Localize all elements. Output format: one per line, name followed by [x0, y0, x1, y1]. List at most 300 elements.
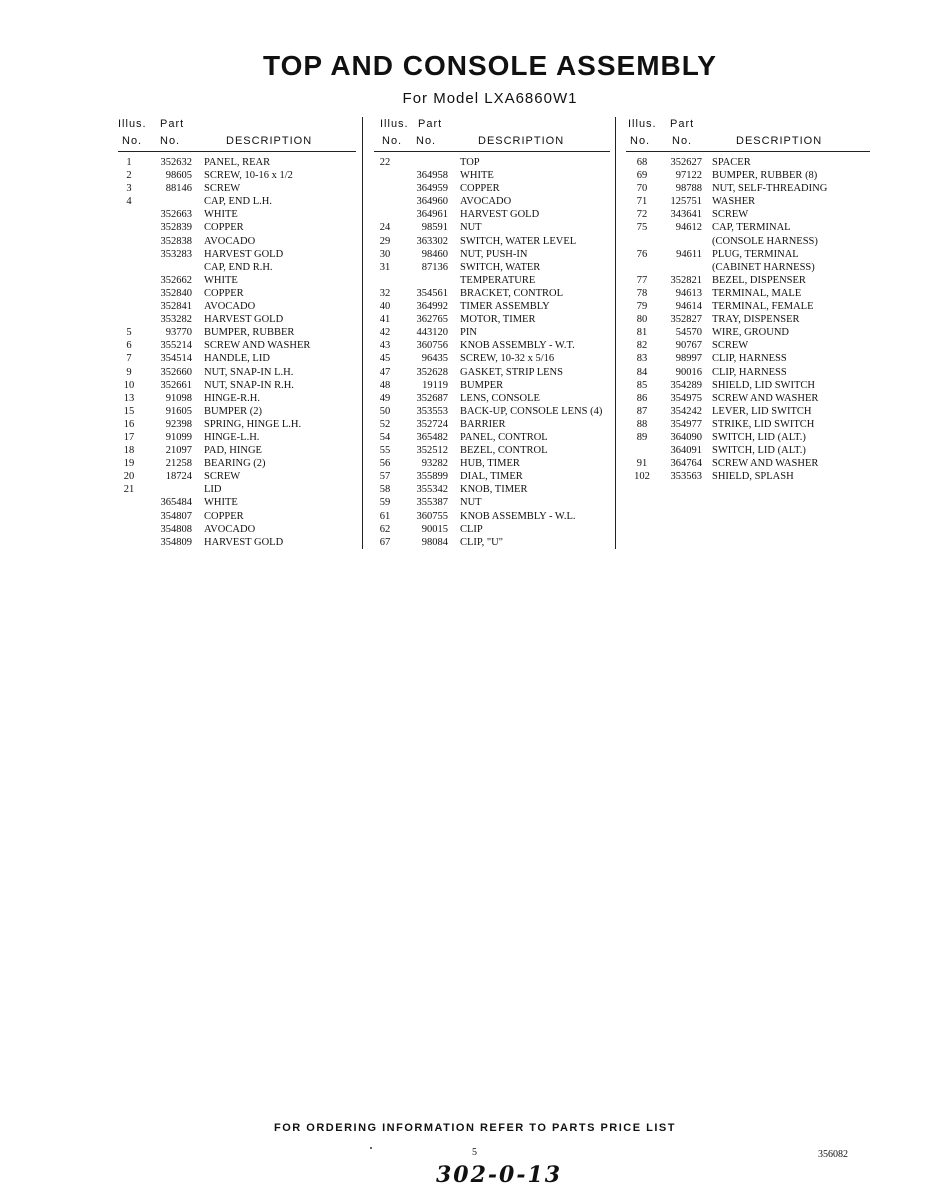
- parts-row: [374, 418, 610, 431]
- part-number: 94612: [675, 222, 702, 234]
- part-description: KNOB ASSEMBLY - W.T.: [460, 340, 575, 352]
- illus-number: 41: [379, 314, 391, 326]
- part-number: 96435: [421, 353, 448, 365]
- part-description: SPRING, HINGE L.H.: [204, 418, 302, 430]
- part-number: 352512: [416, 445, 448, 457]
- illus-number: 49: [379, 392, 391, 404]
- part-no-header: No.: [160, 135, 181, 147]
- part-description: BUMPER, RUBBER: [204, 327, 295, 339]
- part-number: 354807: [160, 510, 192, 522]
- part-description: SCREW AND WASHER: [712, 458, 819, 470]
- parts-row: [626, 418, 870, 431]
- parts-row: [374, 496, 610, 509]
- part-header: Part: [160, 118, 185, 130]
- part-number: 98605: [165, 170, 192, 182]
- part-number: 352724: [416, 418, 448, 430]
- parts-row: [626, 313, 870, 326]
- part-description: KNOB, TIMER: [460, 484, 528, 496]
- part-description: GASKET, STRIP LENS: [460, 366, 563, 378]
- illus-number: 77: [636, 274, 648, 286]
- part-number: 354809: [160, 536, 192, 548]
- parts-row: [626, 379, 870, 392]
- parts-row: [118, 496, 356, 509]
- parts-row: [118, 418, 356, 431]
- parts-row: [626, 235, 870, 248]
- part-number: 98997: [675, 353, 702, 365]
- part-number: 125751: [670, 196, 702, 208]
- illus-number: 17: [123, 431, 135, 443]
- part-description: (CABINET HARNESS): [712, 261, 815, 273]
- parts-row: [626, 444, 870, 457]
- illus-number: 71: [636, 196, 648, 208]
- part-number: 90767: [675, 340, 702, 352]
- part-number: 91098: [165, 392, 192, 404]
- parts-row: [118, 339, 356, 352]
- part-number: 364992: [416, 301, 448, 313]
- illus-number: 67: [379, 536, 391, 548]
- part-number: 94613: [675, 287, 702, 299]
- parts-row: [374, 313, 610, 326]
- part-number: 21097: [165, 445, 192, 457]
- illus-number: 54: [379, 431, 391, 443]
- part-number: 21258: [165, 458, 192, 470]
- parts-row: [118, 221, 356, 234]
- part-number: 352663: [160, 209, 192, 221]
- column-header: [374, 117, 610, 152]
- part-description: SWITCH, WATER LEVEL: [460, 235, 577, 247]
- part-number: 352662: [160, 274, 192, 286]
- part-number: 365482: [416, 431, 448, 443]
- illus-number: 69: [636, 170, 648, 182]
- parts-row: [118, 261, 356, 274]
- document-number: 356082: [818, 1149, 848, 1160]
- part-description: SCREW: [712, 340, 749, 352]
- illus-number: 61: [379, 510, 391, 522]
- part-number: 54570: [675, 327, 702, 339]
- illus-number: 52: [379, 418, 391, 430]
- column-header: [626, 117, 870, 152]
- scan-speck: [370, 1147, 372, 1149]
- part-description: WASHER: [712, 196, 756, 208]
- parts-row: [626, 392, 870, 405]
- parts-row: [374, 483, 610, 496]
- parts-row: [626, 366, 870, 379]
- part-description: BUMPER (2): [204, 405, 263, 417]
- illus-number: 79: [636, 301, 648, 313]
- parts-row: [626, 352, 870, 365]
- part-number: 352841: [160, 301, 192, 313]
- illus-no-header: No.: [382, 135, 403, 147]
- illus-number: 82: [636, 340, 648, 352]
- part-description: KNOB ASSEMBLY - W.L.: [460, 510, 576, 522]
- parts-rows: [374, 156, 610, 549]
- part-number: 352632: [160, 157, 192, 168]
- parts-row: [118, 523, 356, 536]
- parts-row: [118, 536, 356, 549]
- part-description: WIRE, GROUND: [712, 327, 789, 339]
- parts-row: [118, 300, 356, 313]
- part-description: NUT, SELF-THREADING: [712, 183, 828, 195]
- parts-row: [374, 182, 610, 195]
- illus-number: 18: [123, 445, 135, 457]
- illus-number: 70: [636, 183, 648, 195]
- part-number: 354808: [160, 523, 192, 535]
- part-description: CLIP, HARNESS: [712, 353, 787, 365]
- part-description: (CONSOLE HARNESS): [712, 235, 818, 247]
- parts-row: [374, 248, 610, 261]
- parts-row: [626, 221, 870, 234]
- part-number: 354561: [416, 287, 448, 299]
- part-description: HANDLE, LID: [204, 353, 270, 365]
- parts-row: [626, 405, 870, 418]
- part-description: SCREW: [204, 183, 241, 195]
- part-no-header: No.: [672, 135, 693, 147]
- illus-number: 85: [636, 379, 648, 391]
- parts-row: [374, 326, 610, 339]
- illus-number: 42: [379, 327, 391, 339]
- part-description: SCREW: [204, 471, 241, 483]
- parts-row: [374, 208, 610, 221]
- parts-row: [626, 431, 870, 444]
- part-description: TRAY, DISPENSER: [712, 314, 800, 326]
- illus-number: 3: [126, 183, 132, 195]
- parts-row: [374, 274, 610, 287]
- part-description: HARVEST GOLD: [204, 248, 284, 260]
- part-description: HARVEST GOLD: [204, 536, 284, 548]
- illus-no-header: No.: [630, 135, 651, 147]
- part-number: 353283: [160, 248, 192, 260]
- parts-row: [626, 195, 870, 208]
- part-description: SWITCH, LID (ALT.): [712, 445, 806, 457]
- parts-row: [118, 470, 356, 483]
- part-description: AVOCADO: [204, 301, 256, 313]
- part-description: TOP: [460, 157, 480, 168]
- part-number: 355342: [416, 484, 448, 496]
- part-number: 87136: [421, 261, 448, 273]
- part-number: 364764: [670, 458, 702, 470]
- illus-number: 89: [636, 431, 648, 443]
- illus-number: 45: [379, 353, 391, 365]
- part-description: DIAL, TIMER: [460, 471, 523, 483]
- parts-row: [118, 287, 356, 300]
- parts-row: [374, 300, 610, 313]
- part-number: 343641: [670, 209, 702, 221]
- illus-number: 81: [636, 327, 648, 339]
- parts-rows: [626, 156, 870, 483]
- illus-number: 83: [636, 353, 648, 365]
- illus-number: 68: [636, 157, 648, 168]
- parts-row: [626, 470, 870, 483]
- illus-number: 55: [379, 445, 391, 457]
- parts-row: [374, 261, 610, 274]
- part-number: 19119: [422, 379, 448, 391]
- part-number: 18724: [165, 471, 192, 483]
- illus-header: Illus.: [118, 118, 147, 130]
- part-description: CAP, TERMINAL: [712, 222, 791, 234]
- part-description: PAD, HINGE: [204, 445, 262, 457]
- parts-row: [118, 274, 356, 287]
- part-description: TIMER ASSEMBLY: [460, 301, 550, 313]
- illus-number: 91: [636, 458, 648, 470]
- part-number: 360756: [416, 340, 448, 352]
- part-number: 98084: [421, 536, 448, 548]
- part-description: AVOCADO: [204, 235, 256, 247]
- illus-number: 58: [379, 484, 391, 496]
- handwritten-note: 302-0-13: [436, 1162, 563, 1188]
- part-number: 353553: [416, 405, 448, 417]
- part-description: COPPER: [204, 510, 244, 522]
- illus-number: 1: [126, 157, 132, 168]
- illus-number: 5: [126, 327, 132, 339]
- part-number: 364960: [416, 196, 448, 208]
- column-header: [118, 117, 356, 152]
- part-description: PANEL, CONTROL: [460, 431, 548, 443]
- part-description: AVOCADO: [460, 196, 512, 208]
- part-number: 352821: [670, 274, 702, 286]
- part-number: 353282: [160, 314, 192, 326]
- parts-row: [626, 326, 870, 339]
- illus-number: 32: [379, 287, 391, 299]
- illus-number: 59: [379, 497, 391, 509]
- parts-row: [374, 169, 610, 182]
- illus-number: 31: [379, 261, 391, 273]
- part-description: CLIP, HARNESS: [712, 366, 787, 378]
- part-number: 97122: [675, 170, 702, 182]
- part-description: COPPER: [460, 183, 500, 195]
- part-number: 352627: [670, 157, 702, 168]
- parts-row: [626, 287, 870, 300]
- illus-number: 4: [126, 196, 132, 208]
- illus-number: 48: [379, 379, 391, 391]
- illus-number: 72: [636, 209, 648, 221]
- part-number: 352660: [160, 366, 192, 378]
- part-description: SCREW AND WASHER: [204, 340, 311, 352]
- part-number: 352838: [160, 235, 192, 247]
- part-number: 364090: [670, 431, 702, 443]
- part-description: PANEL, REAR: [204, 157, 271, 168]
- illus-header: Illus.: [628, 118, 657, 130]
- part-description: HINGE-L.H.: [204, 431, 260, 443]
- parts-row: [374, 510, 610, 523]
- illus-number: 57: [379, 471, 391, 483]
- parts-row: [626, 208, 870, 221]
- part-description: SWITCH, LID (ALT.): [712, 431, 806, 443]
- illus-number: 87: [636, 405, 648, 417]
- part-number: 352687: [416, 392, 448, 404]
- parts-row: [118, 235, 356, 248]
- illus-number: 20: [123, 471, 135, 483]
- illus-number: 86: [636, 392, 648, 404]
- part-number: 365484: [160, 497, 192, 509]
- part-description: WHITE: [204, 274, 238, 286]
- part-number: 364958: [416, 170, 448, 182]
- part-description: BUMPER: [460, 379, 504, 391]
- illus-number: 24: [379, 222, 391, 234]
- parts-row: [626, 339, 870, 352]
- parts-row: [118, 483, 356, 496]
- part-description: CLIP, "U": [460, 536, 503, 548]
- parts-row: [374, 339, 610, 352]
- part-number: 354242: [670, 405, 702, 417]
- parts-row: [374, 287, 610, 300]
- part-description: CAP, END L.H.: [204, 196, 272, 208]
- part-description: BARRIER: [460, 418, 506, 430]
- part-number: 354514: [160, 353, 192, 365]
- parts-column-1: [118, 117, 356, 549]
- part-number: 354977: [670, 418, 702, 430]
- part-number: 90016: [675, 366, 702, 378]
- part-description: LENS, CONSOLE: [460, 392, 540, 404]
- illus-number: 30: [379, 248, 391, 260]
- illus-number: 9: [126, 366, 132, 378]
- part-number: 352827: [670, 314, 702, 326]
- part-description: SCREW AND WASHER: [712, 392, 819, 404]
- parts-row: [118, 352, 356, 365]
- parts-row: [626, 169, 870, 182]
- part-description: NUT: [460, 222, 482, 234]
- part-description: BRACKET, CONTROL: [460, 287, 564, 299]
- parts-row: [118, 431, 356, 444]
- page-number: 5: [472, 1147, 477, 1158]
- illus-number: 88: [636, 418, 648, 430]
- part-description: BEZEL, CONTROL: [460, 445, 548, 457]
- part-description: HARVEST GOLD: [204, 314, 284, 326]
- description-header: DESCRIPTION: [736, 135, 823, 147]
- illus-number: 15: [123, 405, 135, 417]
- illus-number: 22: [379, 157, 391, 168]
- page-title: TOP AND CONSOLE ASSEMBLY: [263, 50, 717, 81]
- parts-row: [118, 379, 356, 392]
- part-description: HARVEST GOLD: [460, 209, 540, 221]
- parts-row: [374, 405, 610, 418]
- part-number: 98591: [421, 222, 448, 234]
- part-number: 352628: [416, 366, 448, 378]
- part-description: BACK-UP, CONSOLE LENS (4): [460, 405, 603, 417]
- parts-row: [118, 444, 356, 457]
- part-number: 364959: [416, 183, 448, 195]
- part-description: HUB, TIMER: [460, 458, 520, 470]
- part-number: 98460: [421, 248, 448, 260]
- illus-number: 6: [126, 340, 132, 352]
- parts-row: [374, 470, 610, 483]
- part-description: BEARING (2): [204, 458, 266, 470]
- illus-number: 40: [379, 301, 391, 313]
- part-number: 354289: [670, 379, 702, 391]
- part-description: BUMPER, RUBBER (8): [712, 170, 818, 182]
- part-number: 364961: [416, 209, 448, 221]
- part-description: WHITE: [460, 170, 494, 182]
- parts-row: [374, 221, 610, 234]
- parts-row: [374, 366, 610, 379]
- part-description: NUT, PUSH-IN: [460, 248, 528, 260]
- part-number: 94611: [676, 248, 702, 260]
- illus-number: 29: [379, 235, 391, 247]
- part-description: CAP, END R.H.: [204, 261, 273, 273]
- part-description: COPPER: [204, 287, 244, 299]
- illus-number: 2: [126, 170, 132, 182]
- part-description: SPACER: [712, 157, 751, 168]
- part-description: TERMINAL, MALE: [712, 287, 802, 299]
- part-description: PIN: [460, 327, 477, 339]
- parts-row: [374, 352, 610, 365]
- part-number: 91605: [165, 405, 192, 417]
- description-header: DESCRIPTION: [478, 135, 565, 147]
- part-number: 364091: [670, 445, 702, 457]
- parts-row: [374, 536, 610, 549]
- part-description: TERMINAL, FEMALE: [712, 301, 814, 313]
- parts-row: [118, 248, 356, 261]
- illus-number: 80: [636, 314, 648, 326]
- part-number: 93282: [421, 458, 448, 470]
- part-description: NUT, SNAP-IN R.H.: [204, 379, 294, 391]
- parts-row: [374, 444, 610, 457]
- illus-number: 84: [636, 366, 648, 378]
- part-description: HINGE-R.H.: [204, 392, 260, 404]
- parts-row: [118, 313, 356, 326]
- illus-number: 50: [379, 405, 391, 417]
- part-description: STRIKE, LID SWITCH: [712, 418, 815, 430]
- illus-number: 56: [379, 458, 391, 470]
- part-number: 360755: [416, 510, 448, 522]
- part-description: SCREW: [712, 209, 749, 221]
- illus-number: 19: [123, 458, 135, 470]
- part-number: 355387: [416, 497, 448, 509]
- part-number: 91099: [165, 431, 192, 443]
- parts-row: [118, 156, 356, 169]
- part-description: TEMPERATURE: [460, 274, 536, 286]
- parts-column-2: [374, 117, 610, 549]
- description-header: DESCRIPTION: [226, 135, 313, 147]
- parts-row: [118, 510, 356, 523]
- illus-number: 75: [636, 222, 648, 234]
- part-number: 363302: [416, 235, 448, 247]
- illus-number: 13: [123, 392, 135, 404]
- parts-row: [118, 392, 356, 405]
- parts-column-3: [626, 117, 870, 483]
- parts-row: [374, 195, 610, 208]
- parts-row: [118, 457, 356, 470]
- part-number: 352839: [160, 222, 192, 234]
- illus-no-header: No.: [122, 135, 143, 147]
- part-description: SCREW, 10-16 x 1/2: [204, 170, 293, 182]
- part-description: PLUG, TERMINAL: [712, 248, 799, 260]
- part-number: 93770: [165, 327, 192, 339]
- part-description: SHIELD, SPLASH: [712, 471, 794, 483]
- part-number: 88146: [165, 183, 192, 195]
- illus-number: 16: [123, 418, 135, 430]
- part-description: LID: [204, 484, 222, 496]
- part-description: CLIP: [460, 523, 483, 535]
- part-number: 443120: [416, 327, 448, 339]
- parts-row: [626, 457, 870, 470]
- part-description: BEZEL, DISPENSER: [712, 274, 806, 286]
- part-description: WHITE: [204, 497, 238, 509]
- parts-row: [118, 169, 356, 182]
- part-header: Part: [670, 118, 695, 130]
- parts-row: [118, 326, 356, 339]
- illus-number: 21: [123, 484, 135, 496]
- illus-number: 62: [379, 523, 391, 535]
- parts-row: [626, 248, 870, 261]
- part-description: MOTOR, TIMER: [460, 314, 536, 326]
- parts-row: [118, 195, 356, 208]
- model-subtitle: For Model LXA6860W1: [402, 90, 578, 107]
- part-description: SWITCH, WATER: [460, 261, 541, 273]
- part-description: COPPER: [204, 222, 244, 234]
- parts-row: [374, 156, 610, 169]
- part-number: 90015: [421, 523, 448, 535]
- part-description: SCREW, 10-32 x 5/16: [460, 353, 555, 365]
